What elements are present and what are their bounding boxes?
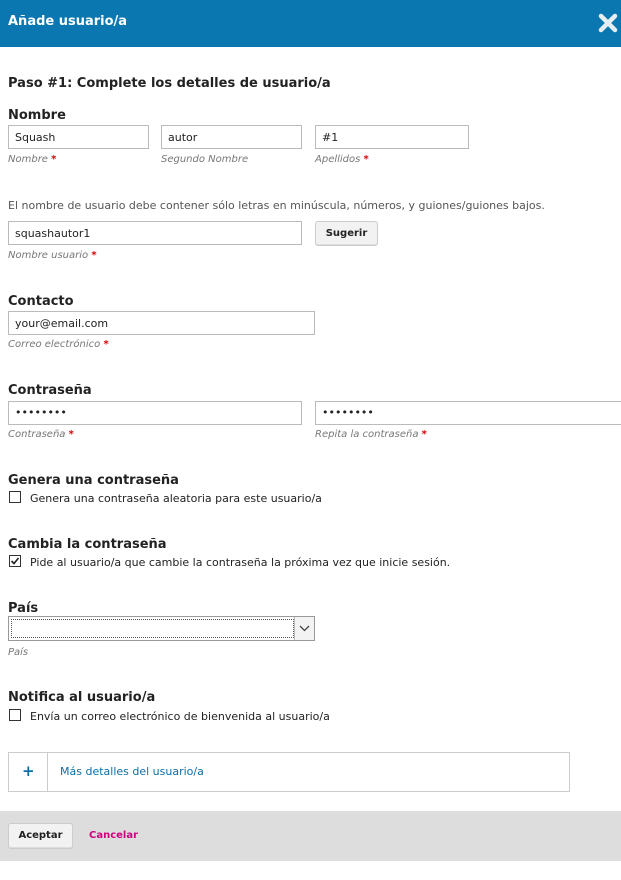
checkmark-icon — [10, 556, 20, 566]
repeat-password-input[interactable]: •••••••• — [315, 401, 621, 425]
email-input[interactable] — [8, 311, 315, 335]
password-input[interactable]: •••••••• — [8, 401, 302, 425]
plus-icon: + — [22, 762, 35, 780]
generate-password-checkbox[interactable] — [9, 491, 21, 503]
change-password-title: Cambia la contraseña — [8, 537, 167, 552]
middle-name-label: Segundo Nombre — [161, 154, 249, 165]
email-label: Correo electrónico * — [8, 339, 109, 350]
family-name-input[interactable] — [315, 125, 469, 149]
middle-name-input[interactable] — [161, 125, 302, 149]
country-section-title: País — [8, 601, 39, 616]
required-marker: * — [103, 339, 109, 350]
accept-button[interactable]: Aceptar — [8, 823, 73, 849]
required-marker: * — [51, 154, 57, 165]
name-section-title: Nombre — [8, 108, 66, 123]
given-name-label: Nombre * — [8, 154, 57, 165]
required-marker: * — [91, 250, 97, 261]
required-marker: * — [68, 429, 74, 440]
more-details-link[interactable]: Más detalles del usuario/a — [60, 765, 204, 778]
notify-checkbox[interactable] — [9, 709, 21, 721]
more-details-toggle[interactable] — [8, 752, 570, 792]
required-marker: * — [421, 429, 427, 440]
family-name-label: Apellidos * — [315, 154, 369, 165]
notify-label: Envía un correo electrónico de bienvenida al usuario/a — [30, 710, 330, 723]
username-label: Nombre usuario * — [8, 250, 97, 261]
change-password-label: Pide al usuario/a que cambie la contraseña la próxima vez que inicie sesión. — [30, 556, 451, 569]
contact-section-title: Contacto — [8, 294, 74, 309]
repeat-password-label: Repita la contraseña * — [315, 429, 427, 440]
suggest-button[interactable]: Sugerir — [315, 221, 378, 246]
close-icon[interactable] — [597, 12, 619, 34]
change-password-checkbox[interactable] — [9, 555, 21, 567]
password-section-title: Contraseña — [8, 383, 92, 398]
chevron-down-icon[interactable] — [294, 617, 314, 640]
notify-section-title: Notifica al usuario/a — [8, 690, 156, 705]
country-select-value — [11, 619, 294, 638]
country-select[interactable] — [8, 616, 315, 641]
divider — [47, 753, 48, 791]
cancel-link[interactable]: Cancelar — [89, 830, 139, 841]
generate-password-title: Genera una contraseña — [8, 473, 179, 488]
generate-password-label: Genera una contraseña aleatoria para este usuario/a — [30, 492, 322, 505]
given-name-input[interactable] — [8, 125, 149, 149]
step-title: Paso #1: Complete los detalles de usuario/a — [8, 76, 331, 91]
password-label: Contraseña * — [8, 429, 74, 440]
modal-header — [0, 0, 621, 47]
modal-title: Añade usuario/a — [8, 14, 128, 29]
username-input[interactable] — [8, 221, 302, 245]
required-marker: * — [363, 154, 369, 165]
username-hint: El nombre de usuario debe contener sólo letras en minúscula, números, y guiones/guiones bajos. — [8, 199, 545, 212]
country-label: País — [8, 647, 29, 658]
